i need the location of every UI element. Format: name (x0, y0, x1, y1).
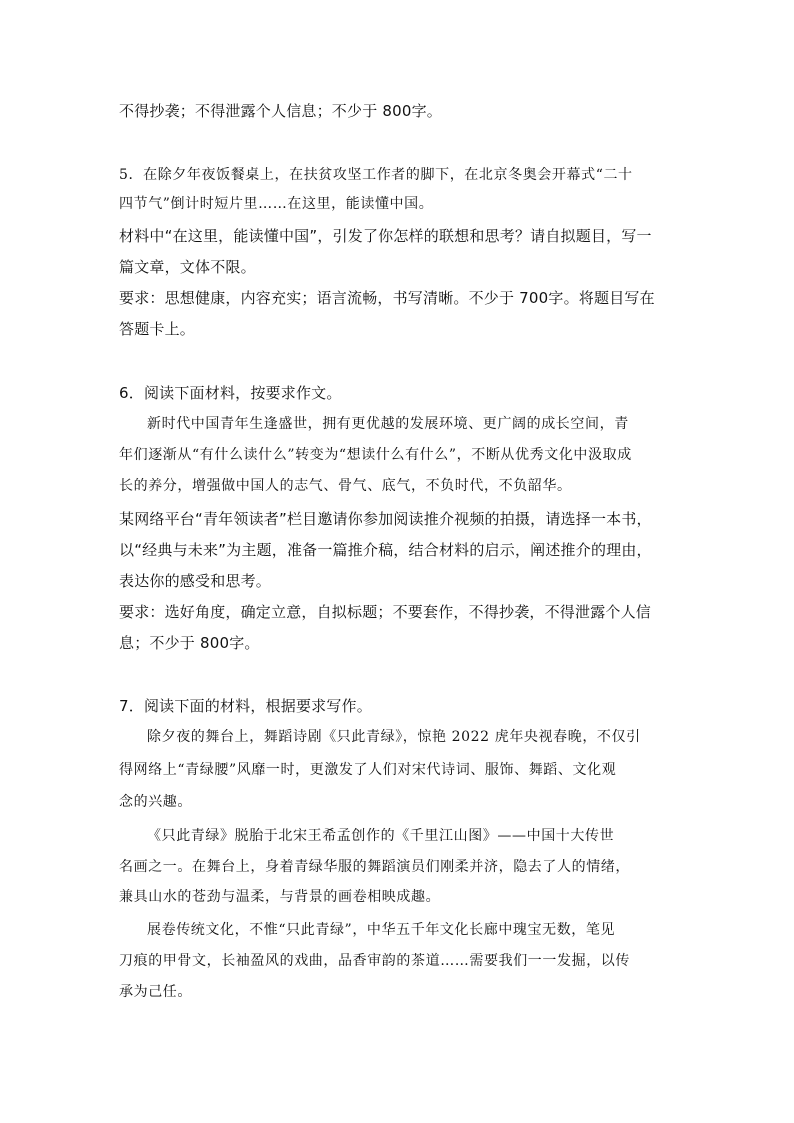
question-5-line-2: 四节气”倒计时短片里……在这里，能读懂中国。 (119, 196, 434, 212)
question-6-material-line-2: 年们逐渐从“有什么读什么”转变为“想读什么有什么”，不断从优秀文化中汲取成 (119, 447, 632, 463)
question-7-material-line-9: 承为己任。 (119, 984, 192, 1000)
question-6-task-line-2: 以“经典与未来”为主题，准备一篇推介稿，结合材料的启示，阐述推介的理由， (119, 541, 652, 559)
question-5-requirement-line-1: 要求：思想健康，内容充实；语言流畅，书写清晰。不少于 700字。将题目写在 (119, 289, 655, 307)
question-5-requirement-line-2: 答题卡上。 (119, 320, 196, 338)
question-7-material-line-4: 《只此青绿》脱胎于北宋王希孟创作的《千里江山图》——中国十大传世 (147, 828, 615, 844)
question-5-prompt-line-1: 材料中“在这里，能读懂中国”，引发了你怎样的联想和思考？请自拟题目，写一 (119, 227, 652, 245)
question-6-task-line-1: 某网络平台“青年领读者”栏目邀请你参加阅读推介视频的拍摄，请选择一本书， (119, 510, 652, 528)
question-7-material-line-8: 刀痕的甲骨文，长袖盈风的戏曲，品香审韵的茶道……需要我们一一发掘，以传 (119, 953, 630, 969)
text-line-continuation: 不得抄袭；不得泄露个人信息；不少于 800字。 (119, 102, 443, 120)
question-6-material-line-3: 长的养分，增强做中国人的志气、骨气、底气，不负时代，不负韶华。 (119, 478, 572, 494)
question-7-material-line-5: 名画之一。在舞台上，身着青绿华服的舞蹈演员们刚柔并济，隐去了人的情绪， (119, 859, 630, 875)
question-5-prompt-line-2: 篇文章，文体不限。 (119, 258, 256, 276)
question-7-material-line-2: 得网络上“青绿腰”风靡一时，更激发了人们对宋代诗词、服饰、舞蹈、文化观 (119, 762, 617, 778)
question-7-material-line-1: 除夕夜的舞台上，舞蹈诗剧《只此青绿》，惊艳 2022 虎年央视春晚，不仅引 (147, 729, 641, 745)
question-7-material-line-6: 兼具山水的苍劲与温柔，与背景的画卷相映成趣。 (119, 889, 441, 905)
question-7-material-line-3: 念的兴趣。 (119, 794, 192, 810)
question-6-requirement-line-1: 要求：选好角度，确定立意，自拟标题；不要套作，不得抄袭，不得泄露个人信 (119, 603, 652, 621)
question-7-heading: 7．阅读下面的材料，根据要求写作。 (119, 697, 372, 715)
question-6-task-line-3: 表达你的感受和思考。 (119, 572, 272, 590)
question-6-material-line-1: 新时代中国青年生逢盛世，拥有更优越的发展环境、更广阔的成长空间，青 (147, 416, 629, 432)
question-5-line-1: 5．在除夕年夜饭餐桌上，在扶贫攻坚工作者的脚下，在北京冬奥会开幕式“二十 (119, 167, 633, 183)
question-6-requirement-line-2: 息；不少于 800字。 (119, 634, 260, 652)
question-6-heading: 6．阅读下面材料，按要求作文。 (119, 384, 342, 402)
question-7-material-line-7: 展卷传统文化，不惟“只此青绿”，中华五千年文化长廊中瑰宝无数，笔见 (147, 922, 616, 938)
